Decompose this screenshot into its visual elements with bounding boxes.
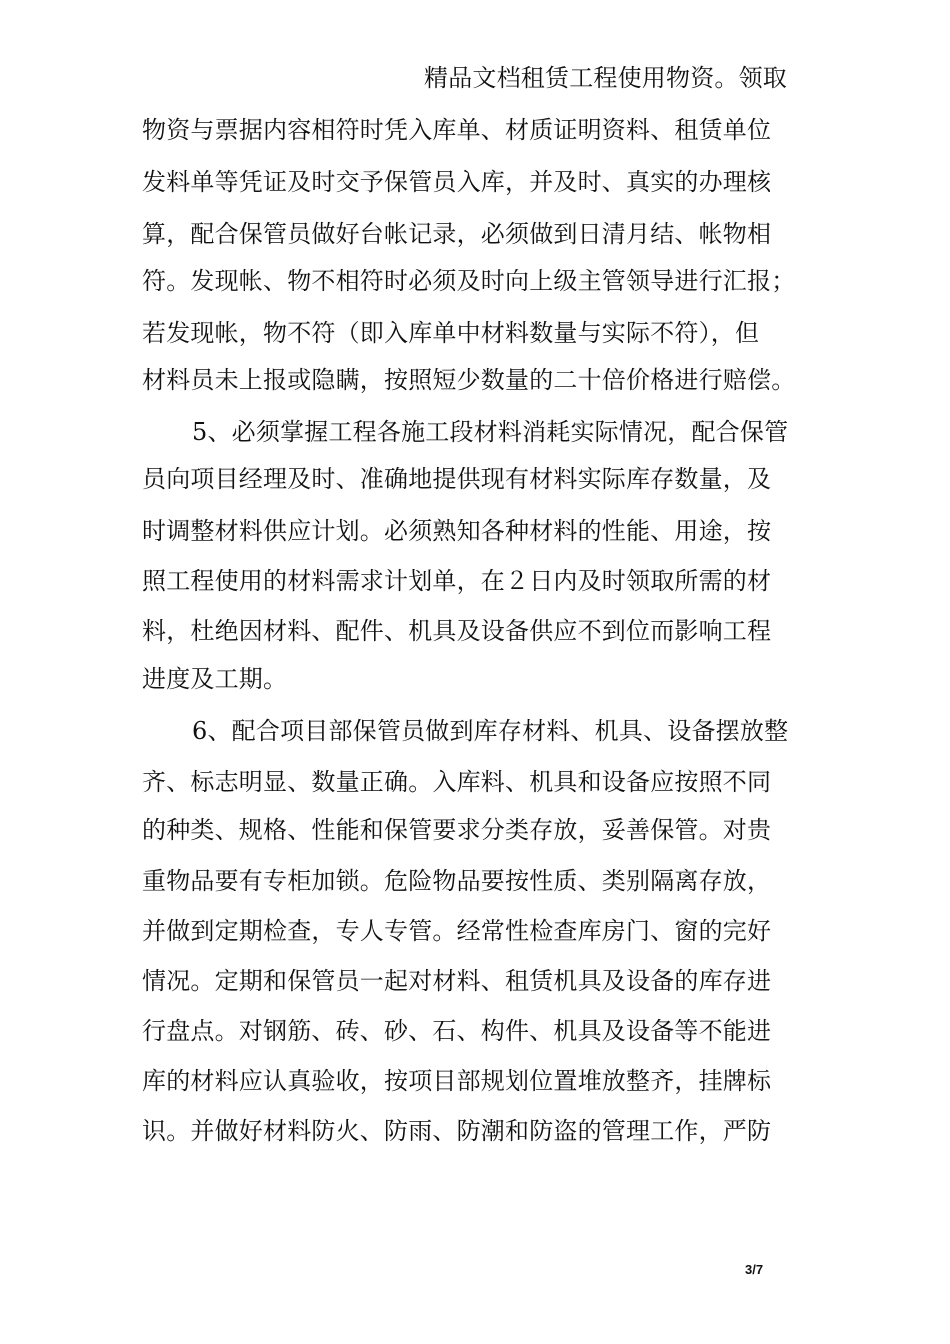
text-line: 识。并做好材料防火、防雨、防潮和防盗的管理工作，严防 [142, 1117, 772, 1145]
page-number: 3/7 [745, 1262, 764, 1277]
text-line: 并做到定期检查，专人专管。经常性检查库房门、窗的完好 [142, 917, 772, 945]
text-line: 物资与票据内容相符时凭入库单、材质证明资料、租赁单位 [142, 116, 772, 144]
text-line: 算，配合保管员做好台帐记录，必须做到日清月结、帐物相 [142, 220, 772, 248]
text-line: 材料员未上报或隐瞒，按照短少数量的二十倍价格进行赔偿。 [142, 366, 796, 394]
text-line: 进度及工期。 [142, 665, 288, 693]
text-line: 的种类、规格、性能和保管要求分类存放，妥善保管。对贵 [142, 816, 772, 844]
text-line: 情况。定期和保管员一起对材料、租赁机具及设备的库存进 [142, 967, 772, 995]
text-line: 员向项目经理及时、准确地提供现有材料实际库存数量，及 [142, 465, 772, 493]
text-line: 重物品要有专柜加锁。危险物品要按性质、类别隔离存放， [142, 867, 772, 895]
paragraph-6-start: 6、配合项目部保管员做到库存材料、机具、设备摆放整 [192, 717, 789, 745]
text-line: 库的材料应认真验收，按项目部规划位置堆放整齐，挂牌标 [142, 1067, 772, 1095]
text-line: 时调整材料供应计划。必须熟知各种材料的性能、用途，按 [142, 517, 772, 545]
paragraph-5-start: 5、必须掌握工程各施工段材料消耗实际情况，配合保管 [192, 418, 789, 446]
text-line: 齐、标志明显、数量正确。入库料、机具和设备应按照不同 [142, 768, 772, 796]
text-line: 符。发现帐、物不相符时必须及时向上级主管领导进行汇报； [142, 267, 796, 295]
text-line: 精品文档租赁工程使用物资。领取 [424, 64, 787, 92]
text-line: 发料单等凭证及时交予保管员入库，并及时、真实的办理核 [142, 168, 772, 196]
text-line: 行盘点。对钢筋、砖、砂、石、构件、机具及设备等不能进 [142, 1017, 772, 1045]
text-line: 若发现帐，物不符（即入库单中材料数量与实际不符），但 [142, 319, 760, 347]
text-line: 照工程使用的材料需求计划单，在２日内及时领取所需的材 [142, 567, 772, 595]
text-line: 料，杜绝因材料、配件、机具及设备供应不到位而影响工程 [142, 617, 772, 645]
